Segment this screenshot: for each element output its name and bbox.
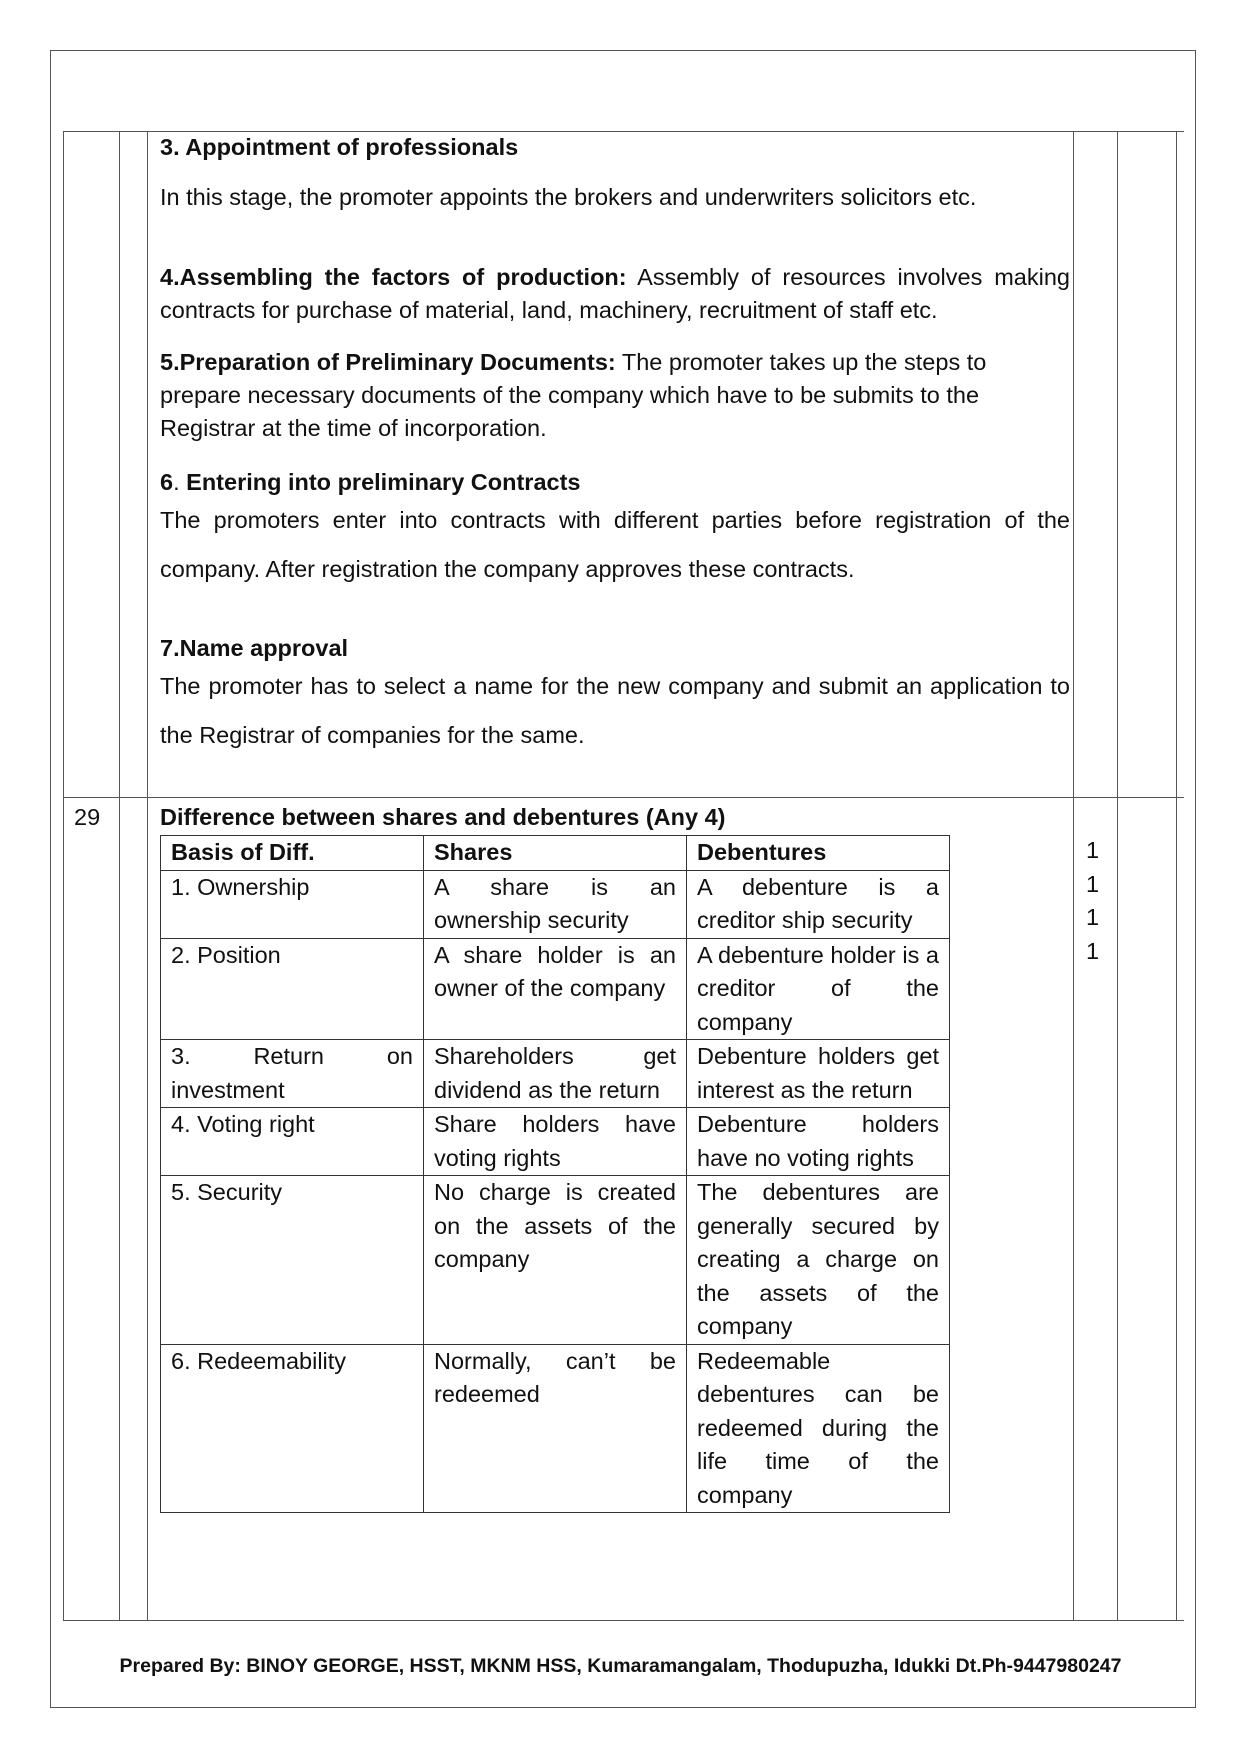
- table-cell: 3. Return on investment: [161, 1040, 424, 1108]
- table-row: [161, 870, 950, 938]
- table-cell: A share holder is an owner of the company: [424, 938, 687, 1040]
- table-cell: 2. Position: [161, 938, 424, 1040]
- section-3-heading: [160, 131, 1070, 164]
- mark-value: 1: [1086, 937, 1100, 964]
- section-heading: 3. Appointment of professionals: [160, 134, 519, 160]
- section-7-body: The promoter has to select a name for the new company and submit an application to the Registrar of companies for the same.: [160, 673, 1070, 748]
- table-cell: A debenture is a creditor ship security: [687, 870, 950, 938]
- section-6-body: The promoters enter into contracts with different parties before registration of the company. After registration the company approves these contracts.: [160, 507, 1070, 582]
- section-heading: Entering into preliminary Contracts: [186, 469, 581, 495]
- comparison-table: [160, 835, 950, 1513]
- table-header-basis: Basis of Diff.: [161, 836, 424, 871]
- table-cell: 6. Redeemability: [161, 1344, 424, 1513]
- grid-line-left: [63, 131, 64, 1621]
- section-number: 6: [160, 469, 174, 495]
- grid-line-col4: [1117, 131, 1118, 1621]
- table-cell: A share is an ownership security: [424, 870, 687, 938]
- table-cell: Normally, can’t be redeemed: [424, 1344, 687, 1513]
- table-cell: A debenture holder is a creditor of the company: [687, 938, 950, 1040]
- section-6-heading: [160, 466, 1070, 499]
- mark-value: 1: [1086, 837, 1100, 863]
- footer-credit: Prepared By: BINOY GEORGE, HSST, MKNM HSS, Kumaramangalam, Thodupuzha, Idukki Dt.Ph-9447980247: [119, 1655, 1122, 1677]
- table-cell: 5. Security: [161, 1176, 424, 1345]
- table-cell: Share holders have voting rights: [424, 1108, 687, 1176]
- marks-column: [1086, 834, 1099, 968]
- table-cell: The debentures are generally secured by creating a charge on the assets of the company: [687, 1176, 950, 1345]
- question-title: Difference between shares and debentures (Any 4): [160, 804, 726, 830]
- table-header-row: [161, 836, 950, 871]
- table-cell: Redeemable debentures can be redeemed during the life time of the company: [687, 1344, 950, 1513]
- table-row: [161, 1108, 950, 1176]
- grid-line-col2: [147, 131, 148, 1621]
- table-row: [161, 1176, 950, 1345]
- table-cell: 1. Ownership: [161, 870, 424, 938]
- table-cell: Debenture holders get interest as the return: [687, 1040, 950, 1108]
- grid-line-bottom: [63, 1620, 1184, 1621]
- table-cell: Debenture holders have no voting rights: [687, 1108, 950, 1176]
- table-header-debentures: Debentures: [687, 836, 950, 871]
- section-body: The promoter takes up the steps to prepare necessary documents of the company which have to be submits to the Registrar at the time of incorporation.: [160, 349, 987, 441]
- table-header-shares: Shares: [424, 836, 687, 871]
- table-row: [161, 1344, 950, 1513]
- section-4: [160, 261, 1070, 327]
- grid-line-col1: [119, 131, 120, 1621]
- section-heading: 7.Name approval: [160, 635, 349, 661]
- grid-line-col3: [1073, 131, 1074, 1621]
- section-7-heading: [160, 632, 1070, 665]
- table-cell: 4. Voting right: [161, 1108, 424, 1176]
- table-cell: No charge is created on the assets of the company: [424, 1176, 687, 1345]
- question-number: 29: [74, 804, 101, 830]
- table-row: [161, 938, 950, 1040]
- section-5: [160, 346, 1070, 445]
- section-number-separator: .: [173, 469, 187, 495]
- mark-value: 1: [1086, 870, 1100, 897]
- section-body: Assembly of resources involves making contracts for purchase of material, land, machinery, recruitment of staff etc.: [160, 264, 1070, 323]
- section-3-body: In this stage, the promoter appoints the brokers and underwriters solicitors etc.: [160, 184, 977, 210]
- table-row: [161, 1040, 950, 1108]
- mark-value: 1: [1086, 904, 1100, 930]
- table-cell: Shareholders get dividend as the return: [424, 1040, 687, 1108]
- section-heading: 4.Assembling the factors of production:: [160, 264, 627, 290]
- grid-line-right: [1176, 131, 1177, 1621]
- grid-line-mid: [63, 797, 1184, 798]
- section-heading: 5.Preparation of Preliminary Documents:: [160, 349, 616, 375]
